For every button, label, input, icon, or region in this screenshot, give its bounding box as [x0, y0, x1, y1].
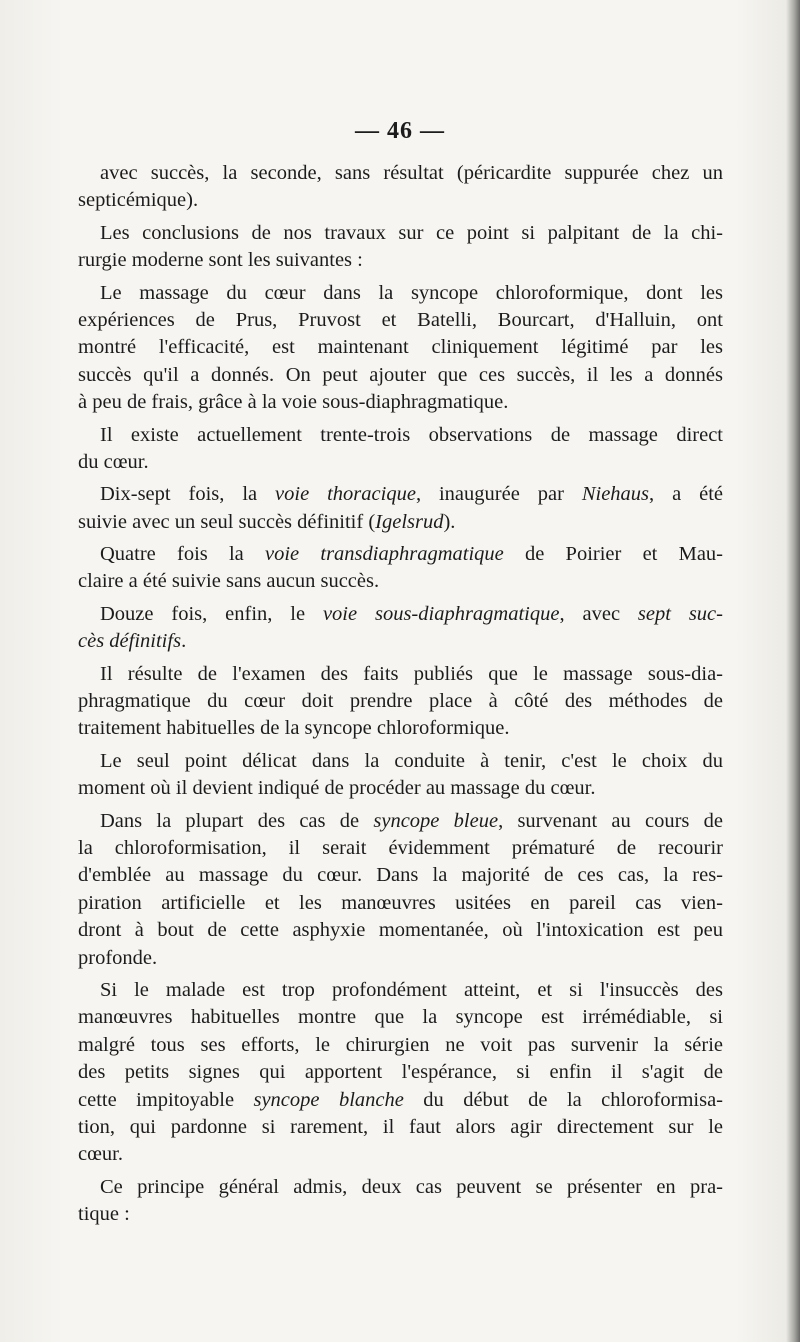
italic-text: syncope bleue: [373, 809, 499, 832]
paragraph: [78, 1174, 723, 1229]
text-segment: cette impitoyable: [78, 1088, 254, 1111]
text-segment: , inaugurée par: [415, 483, 582, 506]
italic-text: voie thoracique: [275, 483, 416, 506]
text-segment: ).: [443, 510, 456, 533]
italic-text: cès définitifs: [78, 630, 182, 653]
paragraph: [78, 481, 723, 536]
page-number: — 46 —: [355, 118, 445, 144]
italic-text: Niehaus: [581, 483, 650, 506]
text-line: d'emblée au massage du cœur. Dans la majorité de ces cas, la res-: [78, 864, 723, 887]
text-line: expériences de Prus, Pruvost et Batelli, Bourcart, d'Halluin, ont: [78, 308, 723, 331]
text-line: Le massage du cœur dans la syncope chloroformique, dont les: [100, 281, 723, 304]
text-line: tion, qui pardonne si rarement, il faut alors agir directement sur le: [78, 1115, 723, 1138]
italic-text: Igelsrud: [375, 510, 444, 533]
italic-text: voie transdiaphragmatique: [265, 543, 504, 566]
text-line: [78, 601, 723, 628]
paragraph: [78, 977, 723, 1169]
paragraph: [78, 748, 723, 803]
text-line: la chloroformisation, il serait évidemment prématuré de recourir: [78, 836, 723, 859]
text-line: Si le malade est trop profondément atteint, et si l'insuccès des: [100, 978, 723, 1001]
text-line: Il résulte de l'examen des faits publiés que le massage sous-dia-: [100, 662, 723, 685]
text-line: [78, 481, 723, 508]
text-line: traitement habituelles de la syncope chloroformique.: [78, 717, 510, 740]
text-segment: de Poirier et Mau-: [503, 543, 723, 566]
italic-text: syncope blanche: [253, 1088, 404, 1111]
text-line: des petits signes qui apportent l'espérance, si enfin il s'agit de: [78, 1061, 723, 1084]
text-line: succès qu'il a donnés. On peut ajouter que ces succès, il les a donnés: [78, 363, 723, 386]
text-line: Le seul point délicat dans la conduite à tenir, c'est le choix du: [100, 749, 723, 772]
paragraph: [78, 280, 723, 417]
text-line: Les conclusions de nos travaux sur ce point si palpitant de la chi-: [100, 221, 723, 244]
paragraph: [78, 160, 723, 215]
text-segment: .: [181, 630, 187, 653]
text-line: du cœur.: [78, 450, 149, 473]
text-line: rurgie moderne sont les suivantes :: [78, 249, 363, 272]
page-edge-shadow: [786, 0, 800, 1342]
text-segment: , avec: [559, 602, 638, 625]
text-line: [78, 1087, 723, 1114]
text-segment: Quatre fois la: [100, 543, 265, 566]
text-line: dront à bout de cette asphyxie momentanée, où l'intoxication est peu: [78, 919, 723, 942]
paragraph: [78, 422, 723, 477]
text-line: septicémique).: [78, 189, 199, 212]
paragraph: [78, 661, 723, 743]
text-segment: du début de la chloroformisa-: [403, 1088, 723, 1111]
text-segment: Dix-sept fois, la: [100, 483, 276, 506]
paragraph: [78, 220, 723, 275]
text-segment: , survenant au cours de: [498, 809, 724, 832]
text-line: [78, 509, 723, 536]
italic-text: voie sous-diaphragmatique: [322, 602, 560, 625]
paragraph: [78, 541, 723, 596]
text-line: phragmatique du cœur doit prendre place à côté des méthodes de: [78, 690, 723, 713]
text-segment: suivie avec un seul succès définitif (: [78, 510, 376, 533]
text-line: tique :: [78, 1203, 130, 1226]
text-line: manœuvres habituelles montre que la syncope est irrémédiable, si: [78, 1006, 723, 1029]
text-line: malgré tous ses efforts, le chirurgien ne voit pas survenir la série: [78, 1033, 723, 1056]
text-line: piration artificielle et les manœuvres usitées en pareil cas vien-: [78, 891, 723, 914]
text-line: avec succès, la seconde, sans résultat (péricardite suppurée chez un: [100, 162, 723, 184]
text-line: moment où il devient indiqué de procéder au massage du cœur.: [78, 777, 596, 800]
text-line: profonde.: [78, 946, 158, 969]
text-segment: , a été: [649, 483, 723, 506]
paragraph: [78, 601, 723, 656]
text-line: cœur.: [78, 1143, 123, 1166]
text-segment: Douze fois, enfin, le: [100, 602, 323, 625]
text-segment: Dans la plupart des cas de: [100, 809, 374, 832]
body-text: [78, 160, 723, 1228]
text-line: [78, 541, 723, 568]
text-line: Ce principe général admis, deux cas peuvent se présenter en pra-: [100, 1175, 723, 1198]
text-line: montré l'efficacité, est maintenant cliniquement légitimé par les: [78, 336, 723, 359]
text-line: [78, 808, 723, 835]
paragraph: [78, 808, 723, 972]
italic-text: sept suc-: [637, 602, 723, 625]
text-line: claire a été suivie sans aucun succès.: [78, 570, 380, 593]
text-line: à peu de frais, grâce à la voie sous-diaphragmatique.: [78, 391, 509, 414]
text-line: [78, 628, 723, 655]
text-line: Il existe actuellement trente-trois observations de massage direct: [100, 423, 723, 446]
